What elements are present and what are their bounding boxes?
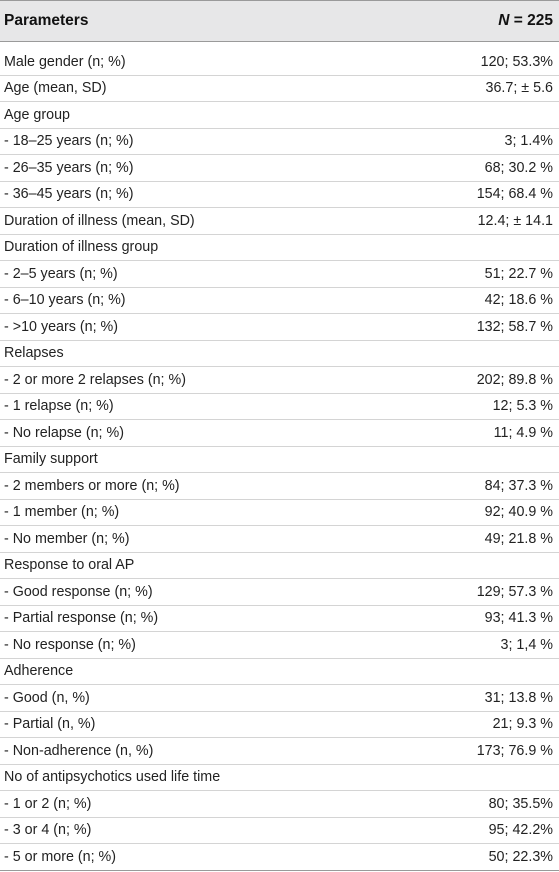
table-row [0,738,559,765]
row-label: - >10 years (n; %) [4,318,119,335]
row-label: - 26–35 years (n; %) [4,159,134,176]
table-row [0,341,559,368]
row-value: 80; 35.5% [488,795,553,812]
row-value: 202; 89.8 % [476,371,553,388]
table-row [0,420,559,447]
header-n-value: = 225 [509,12,553,29]
table-body [0,42,559,871]
table-row [0,367,559,394]
row-label: - Partial (n, %) [4,716,96,733]
row-value: 50; 22.3% [488,848,553,865]
row-value: 154; 68.4 % [476,186,553,203]
row-value: 129; 57.3 % [476,583,553,600]
table-row [0,844,559,871]
table-row [0,500,559,527]
row-label: - 1 member (n; %) [4,504,120,521]
row-label: Response to oral AP [4,557,135,574]
table-row [0,129,559,156]
row-label: Age group [4,106,70,123]
row-value: 31; 13.8 % [484,689,553,706]
row-value: 11; 4.9 % [493,424,553,441]
header-n-italic: N [498,12,510,29]
table-row [0,102,559,129]
table-row [0,606,559,633]
row-label: - Good (n, %) [4,689,90,706]
table-row [0,261,559,288]
table-row [0,182,559,209]
row-label: Duration of illness group [4,239,159,256]
table-row [0,791,559,818]
table-row [0,712,559,739]
table-row [0,659,559,686]
row-value: 120; 53.3% [480,53,553,70]
row-label: - No member (n; %) [4,530,130,547]
row-value: 21; 9.3 % [492,716,553,733]
row-label: - Good response (n; %) [4,583,153,600]
row-label: Family support [4,451,98,468]
row-label: - 6–10 years (n; %) [4,292,126,309]
table-row [0,553,559,580]
row-label: Duration of illness (mean, SD) [4,212,195,229]
table-row [0,765,559,792]
row-value: 3; 1.4% [504,133,553,150]
table-row [0,235,559,262]
header-parameters: Parameters [4,12,89,29]
row-label: Adherence [4,663,74,680]
table-row [0,685,559,712]
row-value: 132; 58.7 % [476,318,553,335]
row-value: 95; 42.2% [488,822,553,839]
row-label: - No response (n; %) [4,636,136,653]
row-label: No of antipsychotics used life time [4,769,221,786]
table-row [0,579,559,606]
row-label: - 18–25 years (n; %) [4,133,134,150]
row-label: - 2 or more 2 relapses (n; %) [4,371,186,388]
table-row [0,314,559,341]
row-label: - No relapse (n; %) [4,424,124,441]
table-row [0,49,559,76]
row-label: - 2 members or more (n; %) [4,477,180,494]
row-label: - 5 or more (n; %) [4,848,117,865]
row-label: - Partial response (n; %) [4,610,159,627]
table-row [0,818,559,845]
table-row [0,76,559,103]
row-value: 84; 37.3 % [484,477,553,494]
row-value: 68; 30.2 % [484,159,553,176]
row-label: - 2–5 years (n; %) [4,265,118,282]
table-header [0,0,559,42]
table-row [0,526,559,553]
row-label: Male gender (n; %) [4,53,126,70]
table-row [0,447,559,474]
row-value: 93; 41.3 % [484,610,553,627]
row-label: - 1 relapse (n; %) [4,398,114,415]
table-row [0,473,559,500]
row-value: 3; 1,4 % [500,636,553,653]
row-value: 92; 40.9 % [484,504,553,521]
row-label: Age (mean, SD) [4,80,107,97]
row-value: 36.7; ± 5.6 [485,80,553,97]
row-value: 12.4; ± 14.1 [477,212,553,229]
table-row [0,208,559,235]
row-label: Relapses [4,345,64,362]
row-value: 12; 5.3 % [492,398,553,415]
row-value: 51; 22.7 % [484,265,553,282]
row-value: 173; 76.9 % [476,742,553,759]
row-label: - 1 or 2 (n; %) [4,795,92,812]
table-row [0,288,559,315]
header-sample-size [498,12,553,30]
row-label: - Non-adherence (n, %) [4,742,154,759]
row-value: 42; 18.6 % [484,292,553,309]
table-row [0,155,559,182]
row-label: - 3 or 4 (n; %) [4,822,92,839]
row-label: - 36–45 years (n; %) [4,186,134,203]
row-value: 49; 21.8 % [484,530,553,547]
table-row [0,632,559,659]
table-row [0,394,559,421]
